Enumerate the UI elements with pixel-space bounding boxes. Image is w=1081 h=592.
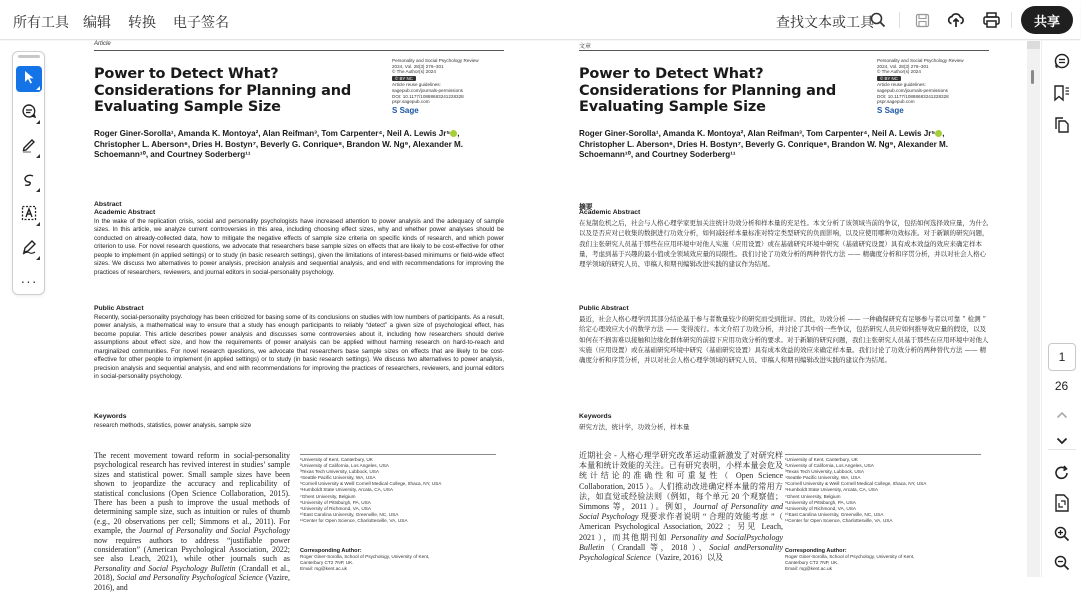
corresponding-line: Canterbury CT2 7NP, UK. <box>785 560 839 565</box>
author-list <box>579 129 979 161</box>
public-abstract-heading: Public Abstract <box>94 305 144 312</box>
header-rule <box>579 50 989 51</box>
corresponding-email[interactable]: Email: rsg@kent.ac.uk <box>785 566 832 571</box>
affiliation: ⁸University of Pittsburgh, PA, USA <box>300 499 371 505</box>
sage-logo <box>877 106 992 116</box>
menu-convert[interactable]: 转换 <box>128 14 156 30</box>
copyright: © The Author(s) 2024 <box>392 69 436 75</box>
bookmarks-icon[interactable] <box>1052 83 1072 103</box>
toolbar-drag-handle[interactable] <box>18 55 40 58</box>
reuse-guidelines: Article reuse guidelines: <box>392 82 441 88</box>
corresponding-line: Canterbury CT2 7NP, UK. <box>300 560 354 565</box>
cursor-icon <box>22 70 36 89</box>
affiliation: ²University of California, Los Angeles, USA <box>785 463 874 469</box>
signature-icon <box>21 239 37 260</box>
publisher-name: Sage <box>884 105 904 115</box>
journal-site[interactable]: pspr.sagepub.com <box>877 99 915 105</box>
affiliation: ²University of California, Los Angeles, USA <box>300 463 389 469</box>
add-comment-button[interactable] <box>16 100 42 126</box>
zoom-out-icon[interactable] <box>1052 553 1072 573</box>
more-icon: ··· <box>20 273 38 289</box>
academic-abstract-text: 在复制危机之后，社会与人格心理学家更加关注统计功效分析和样本量的充足性。本文分析了该领域当前的争议，包括如何选择效应量，为什么以及是否应对已收集的数据进行功效分析，如何减轻样本量标准对特定类型研究的负面影响，以及应使用哪种功效标准。对于新颖的研究问题，我们主张研究人员基于那些在应用环境中对他人实施（应用设置）或在基础研究环境中研究（基础研究设置）具有成本效益的效应来确定样本量，考虑到基于兴趣的最小值或全领域效应量的局限性。我们讨论了功效分析的两种替代方法 —— 精确度分析和序贯分析，并以对社会人格心理学领域的研究人员、审稿人和期刊编辑改进实践的建议作为结尾。 <box>579 219 989 269</box>
affiliation: ¹⁰East Carolina University, Greenville, NC, USA <box>785 511 884 517</box>
quick-tools-toolbar <box>12 51 45 295</box>
journal-name: Personality and Social Psychology Review <box>877 58 964 63</box>
cc-license-badge: © BY NC <box>392 76 416 82</box>
journal-meta <box>877 58 992 116</box>
doi[interactable]: DOI: 10.1177/10888683241228328 <box>392 93 464 99</box>
corresponding-author <box>785 548 989 572</box>
sage-logo <box>392 106 507 116</box>
public-abstract-text: 最近，社会人格心理学因其部分结论基于参与者数量较少的研究而受到批评。因此，功效分析 —— 一种确保研究有足够参与者以可靠 “ 检测 ” 给定心理效应大小的数学方法 —— 变得流行。本文介绍了功效分析，并讨论了其中的一些争议，包括研究人员应如何推导效应量的假设，以及如何在不损害难以接触和边缘化群体研究的前提下应用功效分析的要求。对于新颖的研究问题，我们主张研究人员基于那些在应用环境中对他人实施（应用设置）或在基础研究环境中研究（基础研究设置）具有成本效益的效应来确定样本量。我们讨论了功效分析的两种替代方法 —— 精确度分析和序贯分析，并以对社会人格心理学领域的研究人员、审稿人和期刊编辑改进实践的建议作为结尾。 <box>579 315 989 365</box>
affiliation: ⁶Humboldt State University, Arcata, CA, USA <box>300 487 394 493</box>
sage-s-icon: S <box>392 105 398 115</box>
copyright: © The Author(s) 2024 <box>877 69 921 75</box>
authors-part1: Roger Giner-Sorolla¹, Amanda K. Montoya², Alan Reifman³, Tom Carpenter⁴, Neil A. Lewis Jr⁵ <box>94 129 451 138</box>
save-icon[interactable] <box>912 10 932 30</box>
affiliation: ⁸University of Pittsburgh, PA, USA <box>785 499 856 505</box>
affiliation: ⁷Ghent University, Belgium <box>785 493 841 499</box>
comment-icon <box>21 103 37 124</box>
corresponding-heading: Corresponding Author: <box>300 548 362 554</box>
affiliation: ⁵Cornell University & Weill Cornell Medical College, Ithaca, NY, USA <box>785 481 927 487</box>
fit-page-icon[interactable] <box>1052 493 1072 513</box>
journal-volume: 2024, Vol. 28(3) 276–301 <box>392 63 444 69</box>
affiliation: ¹¹Center for Open Science, Charlottesville, VA, USA <box>785 517 893 523</box>
pen-icon <box>21 137 37 158</box>
keywords-heading: Keywords <box>579 413 612 420</box>
journal-volume: 2024, Vol. 28(3) 276–301 <box>877 63 929 69</box>
affiliation: ³Texas Tech University, Lubbock, USA <box>785 469 865 475</box>
affiliation: ³Texas Tech University, Lubbock, USA <box>300 469 380 475</box>
chevron-down-icon[interactable] <box>1052 431 1072 451</box>
affiliation: ⁹University of Richmond, VA, USA <box>785 505 856 511</box>
affiliation: ⁷Ghent University, Belgium <box>300 493 356 499</box>
academic-abstract-text: In the wake of the replication crisis, social and personality psychologists have increased attention to power analysis and the adequacy of sample sizes. In this article, we analyze current controversies in this area, including choosing effect sizes, why and whether power analyses should be conducted on already-collected data, how to mitigate the negative effects of sample size criteria on specific kinds of research, and which power criterion to use. For novel research questions, we advocate that researchers base sample sizes on effects that are likely to be cost-effective for other people to implement (in applied settings) or to study (in basic research settings), given the limitations of interest-based minimums or field-wide effect sizes. We discuss two alternatives to power analysis, precision analysis and sequential analysis, and end with recommendations for improving the practices of researchers, reviewers, and journal editors in social-personality psychology. <box>94 218 504 276</box>
keywords-heading: Keywords <box>94 413 127 420</box>
top-bar <box>0 0 1080 40</box>
pdf-page-english <box>94 41 504 592</box>
sage-s-icon: S <box>877 105 883 115</box>
chevron-up-icon[interactable] <box>1052 405 1072 425</box>
print-icon[interactable] <box>981 10 1001 30</box>
affiliation: ¹¹Center for Open Science, Charlottesville, VA, USA <box>300 517 408 523</box>
lasso-icon <box>21 171 37 192</box>
public-abstract-heading: Public Abstract <box>579 305 629 312</box>
scrollbar-cap <box>1027 41 1040 49</box>
body-text-column: 近期社会 - 人格心理学研究改革运动重新激发了对研究样本量和统计效能的关注。已有研究表明，小样本量会危及统计结论的准确性和可重复性（ Open Science Collaboration, 2015 ）。人们推动改进确定样本量的常用方法，如直觉或经验法则（例如，每个单元 20 个观察值；Simmons 等，2011 ）。例如，Journal of Personality and Social Psychology 现要求作者说明 “ 合理的效能考虑 ”（ American Psychological Association, 2022 ；另见 Leach, 2021 ），而其他期刊如 Personality and SocialPsychology Bulletin（Crandall 等，2018 ）、Social andPersonality Psychological Science（Vazire, 2016）以及 <box>579 451 784 563</box>
cc-license-badge: © BY NC <box>877 76 901 82</box>
select-tool-button[interactable] <box>16 66 42 92</box>
total-pages: 26 <box>1054 379 1069 393</box>
divider <box>1011 12 1012 28</box>
affiliation: ¹University of Kent, Canterbury, UK <box>785 457 858 462</box>
divider <box>1048 449 1076 450</box>
journal-name: Personality and Social Psychology Review <box>392 58 479 63</box>
divider <box>899 12 900 28</box>
right-rail <box>1041 41 1080 577</box>
authors-part2: , Christopher L. Aberson⁶, Dries H. Bostyn⁷, Beverly G. Conrique⁸, Brandon W. Ng⁹, Alexander M. Schoemann¹⁰, and Courtney Soderberg¹¹ <box>579 129 948 160</box>
text-box-icon <box>21 205 37 226</box>
article-title: Power to Detect What? Considerations for Planning and Evaluating Sample Size <box>94 66 352 115</box>
more-tools-button[interactable] <box>16 268 42 294</box>
zoom-in-icon[interactable] <box>1052 524 1072 544</box>
document-viewer[interactable] <box>0 41 1027 592</box>
affiliations <box>785 457 989 524</box>
affiliation: ⁹University of Richmond, VA, USA <box>300 505 371 511</box>
menu-e-sign[interactable]: 电子签名 <box>173 14 229 30</box>
article-title: Power to Detect What? Considerations for Planning and Evaluating Sample Size <box>579 66 837 115</box>
text-recognition-button[interactable] <box>16 202 42 228</box>
corresponding-author <box>300 548 504 572</box>
vertical-scrollbar[interactable] <box>1027 41 1040 577</box>
menu-all-tools[interactable]: 所有工具 <box>13 14 69 30</box>
reuse-guidelines: Article reuse guidelines: <box>877 82 926 88</box>
affiliations <box>300 457 504 524</box>
menu-edit[interactable]: 编辑 <box>83 14 111 30</box>
affiliation: ¹University of Kent, Canterbury, UK <box>300 457 373 462</box>
article-type-label: 文章 <box>579 44 592 50</box>
ai-assistant-icon[interactable] <box>1052 51 1072 71</box>
upload-cloud-icon[interactable] <box>946 10 966 30</box>
share-button[interactable]: 共享 <box>1021 6 1073 34</box>
corresponding-line: Roger Giner-Sorolla, School of Psychology, University of Kent, <box>785 554 915 559</box>
keywords-text: 研究方法，统计学，功效分析，样本量 <box>579 423 690 431</box>
affiliation: ⁴Seattle Pacific University, WA, USA <box>785 475 861 481</box>
author-list <box>94 129 494 161</box>
affiliation: ⁶Humboldt State University, Arcata, CA, USA <box>785 487 879 493</box>
draw-button[interactable] <box>16 168 42 194</box>
search-icon[interactable] <box>868 10 888 30</box>
journal-site[interactable]: pspr.sagepub.com <box>392 99 430 105</box>
fill-sign-button[interactable] <box>16 236 42 262</box>
abstract-heading: Abstract <box>94 201 122 208</box>
affiliation: ⁵Cornell University & Weill Cornell Medical College, Ithaca, NY, USA <box>300 481 442 487</box>
authors-part2: , Christopher L. Aberson⁶, Dries H. Bostyn⁷, Beverly G. Conrique⁸, Brandon W. Ng⁹, Alexander M. Schoemann¹⁰, and Courtney Soderberg¹¹ <box>94 129 463 160</box>
rotate-icon[interactable] <box>1052 463 1072 483</box>
affiliation-rule <box>300 454 496 455</box>
journal-meta <box>392 58 507 116</box>
pages-icon[interactable] <box>1052 115 1072 135</box>
corresponding-email[interactable]: Email: rsg@kent.ac.uk <box>300 566 347 571</box>
affiliation: ¹⁰East Carolina University, Greenville, NC, USA <box>300 511 399 517</box>
body-text-column: The recent movement toward reform in social-personality psychological research has revived interest in studies’ sample sizes and statistical power. Small sample sizes have been shown to jeopardize the accuracy and replicability of statistical conclusions (Open Science Collaboration, 2015). There has been a push to improve the usual methods of determining sample size, such as intuition or rules of thumb (e.g., 20 observations per cell; Simmons et al., 2011). For example, the Journal of Personality and Social Psychology now requires authors to address “justifiable power consideration” (American Psychological Association, 2022; see also Leach, 2021), while other journals such as Personality and Social Psychology Bulletin (Crandall et al., 2018), Social and Personality Psychological Science (Vazire, 2016), and <box>94 451 291 592</box>
public-abstract-text: Recently, social-personality psychology has been criticized for basing some of its conclusions on studies with low numbers of participants. As a result, power analysis, a mathematical way to ensure that a study has enough participants to reliably “detect” a given size of psychological effect, has become popular. This article describes power analysis and discusses some controversies about it, including how researchers should derive assumptions about effect size, and how the requirements of power analysis can be applied without harming research on hard-to-reach and marginalized communities. For novel research questions, we advocate that researchers base sample sizes on effects that are likely to be cost-effective for other people to implement (in applied settings) or to study (in basic research settings). We discuss two alternatives to power analysis, precision analysis and sequential analysis, and end with recommendations for improving the practices of researchers, reviewers, and journal editors in social-personality psychology. <box>94 314 504 381</box>
doi[interactable]: DOI: 10.1177/10888683241228328 <box>877 93 949 99</box>
affiliation-rule <box>785 454 981 455</box>
authors-part1: Roger Giner-Sorolla¹, Amanda K. Montoya², Alan Reifman³, Tom Carpenter⁴, Neil A. Lewis Jr⁵ <box>579 129 936 138</box>
article-type-label: Article <box>94 41 111 47</box>
find-text-or-tools[interactable]: 查找文本或工具 <box>776 14 874 30</box>
abstract-heading: 摘要 <box>579 204 593 211</box>
corresponding-line: Roger Giner-Sorolla, School of Psychology, University of Kent, <box>300 554 430 559</box>
corresponding-heading: Corresponding Author: <box>785 548 847 554</box>
header-rule <box>94 50 504 51</box>
affiliation: ⁴Seattle Pacific University, WA, USA <box>300 475 376 481</box>
keywords-text: research methods, statistics, power analysis, sample size <box>94 422 252 429</box>
permissions-link[interactable]: sagepub.com/journals-permissions <box>392 87 463 93</box>
current-page-input[interactable]: 1 <box>1048 343 1076 371</box>
highlight-button[interactable] <box>16 134 42 160</box>
academic-abstract-heading: Academic Abstract <box>94 209 156 216</box>
academic-abstract-heading: Academic Abstract <box>579 209 641 216</box>
permissions-link[interactable]: sagepub.com/journals-permissions <box>877 87 948 93</box>
pdf-page-chinese <box>579 41 989 581</box>
publisher-name: Sage <box>399 105 419 115</box>
scrollbar-thumb[interactable] <box>1031 70 1034 84</box>
